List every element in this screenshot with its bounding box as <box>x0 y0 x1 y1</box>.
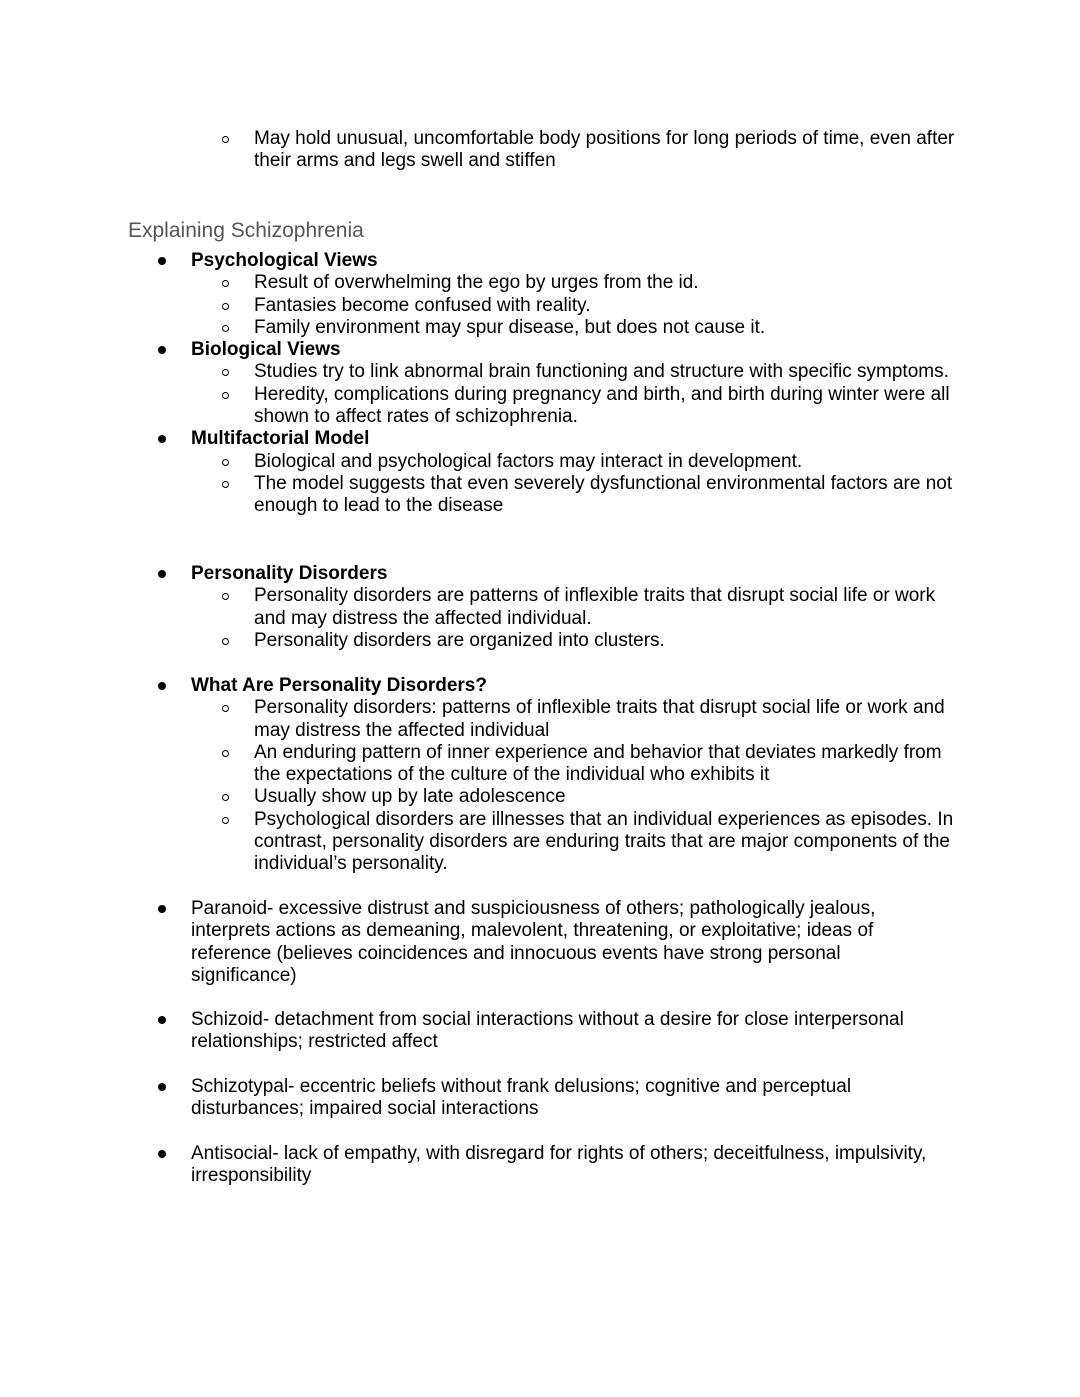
list-item <box>0 809 1080 876</box>
list-item-text: May hold unusual, uncomfortable body positions for long periods of time, even after their arms and legs swell and stiffen <box>254 128 955 172</box>
list-item <box>0 786 1080 808</box>
list-item-text: Personality disorders: patterns of inflexible traits that disrupt social life or work and may distress the affected individual <box>254 697 945 741</box>
bullet-icon <box>158 435 166 443</box>
list-item <box>0 898 950 987</box>
hollow-bullet-icon <box>222 817 229 824</box>
hollow-bullet-icon <box>222 794 229 801</box>
bullet-icon <box>158 257 166 265</box>
list-item <box>0 250 1080 272</box>
list-item-text: Fantasies become confused with reality. <box>254 294 591 316</box>
list-item <box>0 451 1080 473</box>
hollow-bullet-icon <box>222 303 229 310</box>
personality-disorders-list <box>0 563 1080 652</box>
list-item <box>0 563 1080 585</box>
hollow-bullet-icon <box>222 638 229 645</box>
list-item <box>0 317 1080 339</box>
list-item <box>0 128 1080 173</box>
list-item <box>0 428 1080 450</box>
list-item <box>0 585 1080 630</box>
list-item-text: Psychological disorders are illnesses that an individual experiences as episodes. In contrast, personality disorders are enduring traits that are major components of the individual’s personality. <box>254 808 954 875</box>
hollow-bullet-icon <box>222 459 229 466</box>
list-item <box>0 339 1080 361</box>
list-item-text: The model suggests that even severely dysfunctional environmental factors are not enough to lead to the disease <box>254 472 953 517</box>
list-item-text: Family environment may spur disease, but does not cause it. <box>254 316 766 338</box>
top-list <box>0 128 1080 173</box>
list-item-text: Schizotypal- eccentric beliefs without frank delusions; cognitive and perceptual disturbances; impaired social interactions <box>191 1076 852 1120</box>
hollow-bullet-icon <box>222 750 229 757</box>
type-paranoid <box>0 898 1080 987</box>
bullet-icon <box>158 346 166 354</box>
hollow-bullet-icon <box>222 705 229 712</box>
list-item-title: Psychological Views <box>191 250 378 271</box>
list-item-text: Schizoid- detachment from social interactions without a desire for close interpersonal relationships; restricted affect <box>191 1009 904 1053</box>
list-item-text: An enduring pattern of inner experience and behavior that deviates markedly from the expectations of the culture of the individual who exhibits it <box>254 741 942 786</box>
hollow-bullet-icon <box>222 593 229 600</box>
list-item <box>0 295 1080 317</box>
hollow-bullet-icon <box>222 369 229 376</box>
bullet-icon <box>158 1150 166 1158</box>
list-item <box>0 630 1080 652</box>
section-heading: Explaining Schizophrenia <box>128 219 364 242</box>
list-item <box>0 473 1080 518</box>
list-item-text: Result of overwhelming the ego by urges from the id. <box>254 272 699 294</box>
schizophrenia-list <box>0 250 1080 518</box>
list-item-text: Personality disorders are patterns of inflexible traits that disrupt social life or work and may distress the affected individual. <box>254 585 936 629</box>
bullet-icon <box>158 1016 166 1024</box>
list-item <box>0 1143 960 1188</box>
list-item <box>0 384 1080 429</box>
type-antisocial <box>0 1143 1080 1188</box>
list-item-title: What Are Personality Disorders? <box>191 675 487 696</box>
list-item <box>0 742 1080 787</box>
hollow-bullet-icon <box>222 325 229 332</box>
list-item-title: Biological Views <box>191 339 341 361</box>
list-item <box>0 1009 940 1054</box>
bullet-icon <box>158 570 166 578</box>
hollow-bullet-icon <box>222 392 229 399</box>
list-item-text: Biological and psychological factors may interact in development. <box>254 450 803 472</box>
list-item <box>0 1076 940 1121</box>
type-schizoid <box>0 1009 1080 1054</box>
hollow-bullet-icon <box>222 136 229 143</box>
list-item <box>0 697 1080 742</box>
bullet-icon <box>158 682 166 690</box>
list-item-text: Usually show up by late adolescence <box>254 786 566 808</box>
list-item-text: Studies try to link abnormal brain functioning and structure with specific symptoms. <box>254 361 949 383</box>
list-item-text: Heredity, complications during pregnancy and birth, and birth during winter were all shown to affect rates of schizophrenia. <box>254 383 950 428</box>
list-item <box>0 361 1080 383</box>
bullet-icon <box>158 1083 166 1091</box>
list-item-title: Personality Disorders <box>191 563 388 584</box>
type-schizotypal <box>0 1076 1080 1121</box>
what-are-pd-list <box>0 675 1080 876</box>
list-item-text: Personality disorders are organized into clusters. <box>254 629 665 651</box>
list-item-title: Multifactorial Model <box>191 428 370 450</box>
list-item-text: Paranoid- excessive distrust and suspiciousness of others; pathologically jealous, interprets actions as demeaning, malevolent, threatening, or exploitative; ideas of reference (believes coincidences and innocuous events have strong personal significance) <box>191 898 876 986</box>
hollow-bullet-icon <box>222 481 229 488</box>
list-item <box>0 675 1080 697</box>
list-item <box>0 272 1080 294</box>
bullet-icon <box>158 905 166 913</box>
hollow-bullet-icon <box>222 280 229 287</box>
list-item-text: Antisocial- lack of empathy, with disregard for rights of others; deceitfulness, impulsivity, irresponsibility <box>191 1143 927 1187</box>
